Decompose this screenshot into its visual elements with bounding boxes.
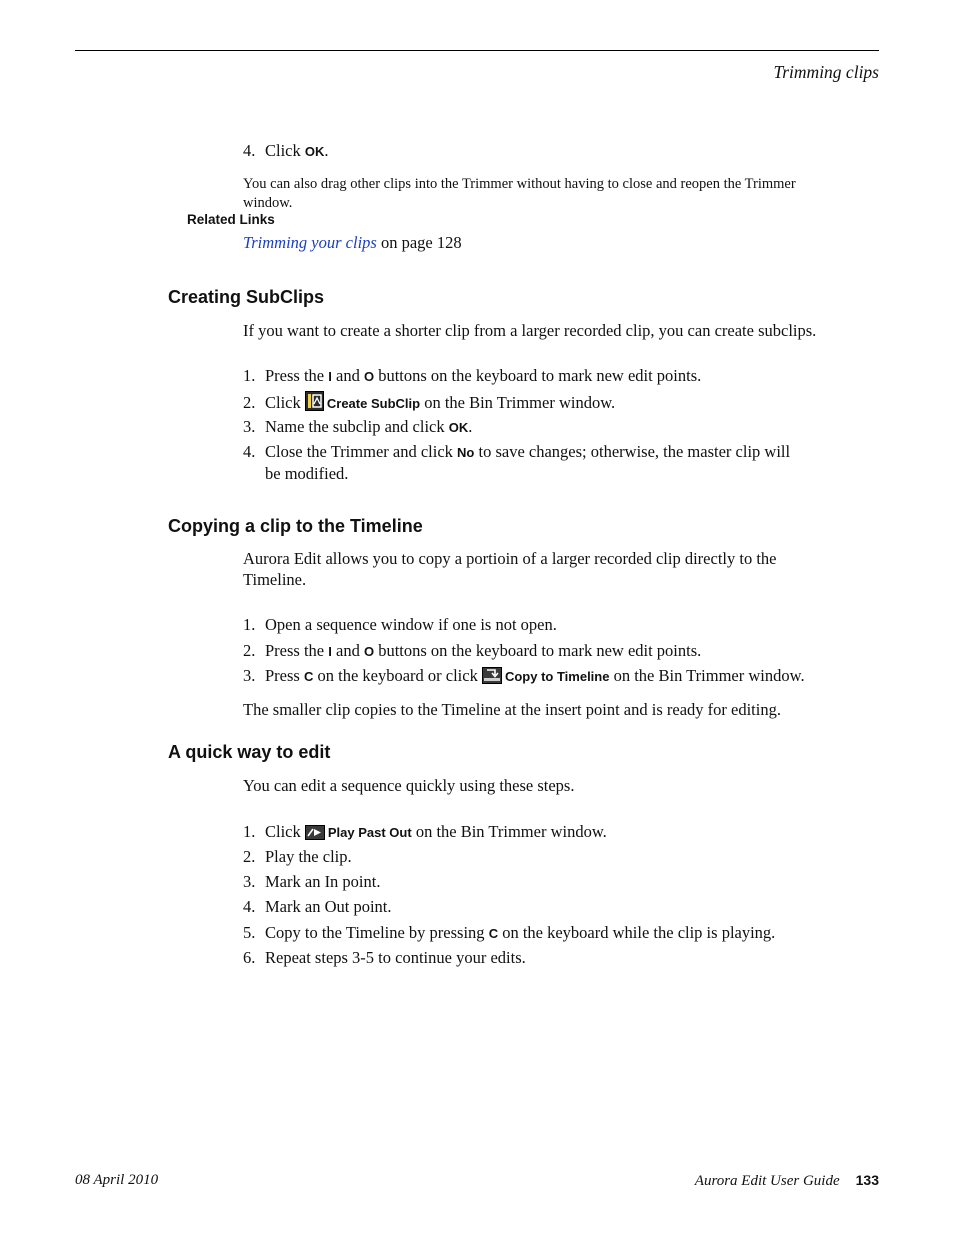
intro-step-4: 4. Click OK. (243, 141, 329, 160)
quick-step-4: 4. Mark an Out point. (243, 897, 392, 916)
quick-step-2: 2. Play the clip. (243, 847, 352, 866)
create-subclip-icon[interactable] (305, 391, 324, 416)
trimming-clips-link[interactable]: Trimming your clips (243, 233, 377, 252)
subclips-intro: If you want to create a shorter clip from a larger recorded clip, you can create subclips. (243, 321, 817, 340)
quick-step-6: 6. Repeat steps 3-5 to continue your edits. (243, 948, 526, 967)
footer-right (695, 1172, 879, 1190)
header-rule (75, 50, 879, 51)
section-heading-copy: Copying a clip to the Timeline (168, 516, 423, 536)
copy-step-1: 1. Open a sequence window if one is not open. (243, 615, 557, 634)
subclips-step-1: 1. Press the I and O buttons on the keyboard to mark new edit points. (243, 366, 702, 385)
section-heading-quick: A quick way to edit (168, 742, 331, 762)
footer-guide-title: Aurora Edit User Guide (694, 1173, 840, 1189)
ok-key: OK (304, 144, 325, 159)
related-link-row: Trimming your clips on page 128 (243, 233, 462, 252)
quick-step-3: 3. Mark an In point. (243, 872, 381, 891)
copy-step-2: 2. Press the I and O buttons on the keyboard to mark new edit points. (243, 641, 702, 660)
quick-step-1: 1. Click Play Past Out on the Bin Trimmer window. (243, 821, 607, 845)
copy-intro: Aurora Edit allows you to copy a portioin of a larger recorded clip directly to the Timeline. (243, 549, 777, 589)
running-head: Trimming clips (773, 62, 879, 82)
footer-date: 08 April 2010 (75, 1172, 159, 1188)
play-past-out-icon[interactable] (305, 824, 325, 845)
quick-step-5: 5. Copy to the Timeline by pressing C on the keyboard while the clip is playing. (243, 923, 776, 942)
subclips-step-2: 2. Click Create SubClip on the Bin Trimmer window. (243, 391, 615, 416)
copy-to-timeline-icon[interactable] (482, 667, 502, 689)
section-heading-subclips: Creating SubClips (168, 287, 325, 307)
subclips-step-3: 3. Name the subclip and click OK. (243, 417, 473, 436)
copy-step-3: 3. Press C on the keyboard or click Copy to Timeline on the Bin Trimmer window. (243, 665, 805, 689)
drag-note: You can also drag other clips into the Trimmer without having to close and reopen the Trimmer window. (243, 176, 796, 211)
copy-outro: The smaller clip copies to the Timeline at the insert point and is ready for editing. (243, 700, 781, 719)
subclips-step-4: 4. Close the Trimmer and click No to save changes; otherwise, the master clip will be modified. (243, 442, 791, 483)
related-links-label: Related Links (187, 212, 275, 227)
quick-intro: You can edit a sequence quickly using these steps. (243, 776, 575, 795)
page-number: 133 (855, 1172, 879, 1188)
